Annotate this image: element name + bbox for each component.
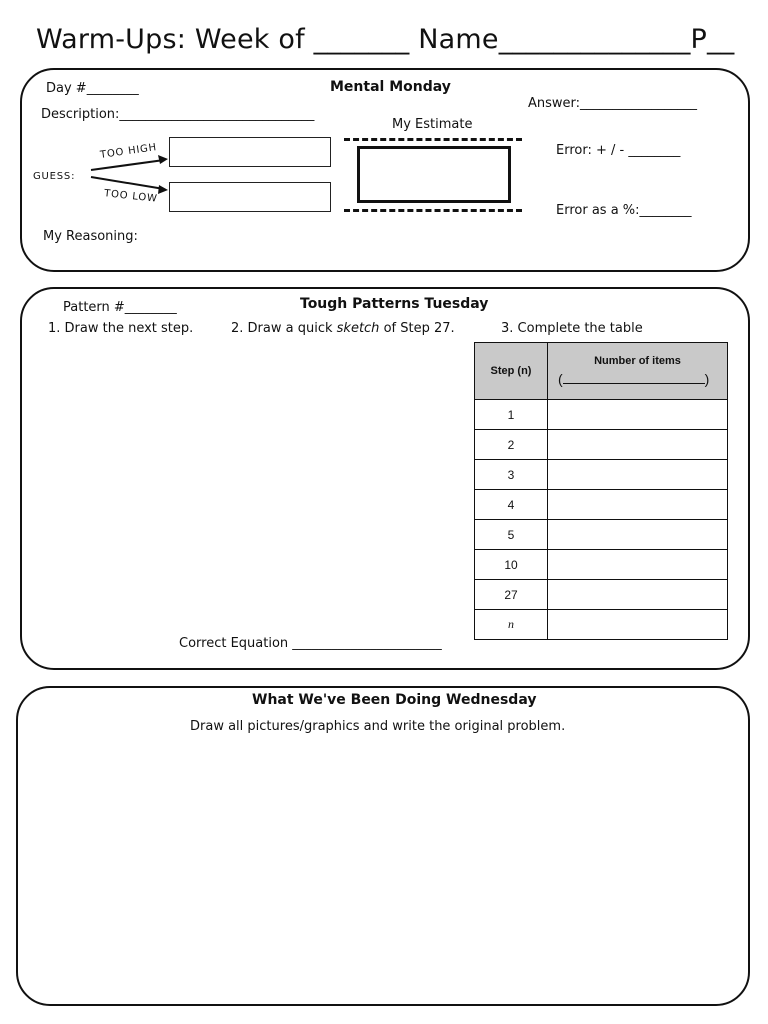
estimate-bottom-dashes bbox=[344, 209, 522, 212]
guess-arrows-icon bbox=[88, 150, 172, 200]
step1-instruction: 1. Draw the next step. bbox=[48, 321, 194, 336]
correct-equation-field: Correct Equation _______________________ bbox=[179, 636, 442, 651]
pattern-table bbox=[474, 342, 728, 640]
description-field: Description:______________________________ bbox=[41, 107, 315, 122]
table-header-step: Step (n) bbox=[475, 343, 548, 400]
wednesday-heading: What We've Been Doing Wednesday bbox=[252, 692, 537, 708]
step-cell: 2 bbox=[475, 430, 548, 460]
error-field: Error: + / - ________ bbox=[556, 143, 681, 158]
items-cell[interactable] bbox=[548, 430, 728, 460]
step-cell: 27 bbox=[475, 580, 548, 610]
too-high-label: TOO HIGH bbox=[99, 142, 158, 161]
items-cell[interactable] bbox=[548, 490, 728, 520]
step-cell: 4 bbox=[475, 490, 548, 520]
step-cell: 3 bbox=[475, 460, 548, 490]
table-row bbox=[475, 580, 728, 610]
reasoning-label: My Reasoning: bbox=[43, 229, 138, 244]
items-cell[interactable] bbox=[548, 550, 728, 580]
pattern-number-field: Pattern #________ bbox=[63, 300, 177, 315]
table-row bbox=[475, 430, 728, 460]
guess-label: GUESS: bbox=[33, 171, 76, 182]
wednesday-panel bbox=[16, 686, 750, 1006]
error-percent-field: Error as a %:________ bbox=[556, 203, 692, 218]
table-row bbox=[475, 400, 728, 430]
table-row bbox=[475, 520, 728, 550]
my-estimate-label: My Estimate bbox=[392, 117, 473, 132]
items-cell[interactable] bbox=[548, 610, 728, 640]
wednesday-instructions: Draw all pictures/graphics and write the original problem. bbox=[190, 719, 566, 734]
table-row bbox=[475, 610, 728, 640]
too-high-box[interactable] bbox=[169, 137, 331, 167]
step-cell: 5 bbox=[475, 520, 548, 550]
table-row bbox=[475, 550, 728, 580]
estimate-box[interactable] bbox=[357, 146, 511, 203]
mental-monday-heading: Mental Monday bbox=[330, 79, 451, 95]
items-cell[interactable] bbox=[548, 400, 728, 430]
day-number-field: Day #________ bbox=[46, 81, 139, 96]
items-cell[interactable] bbox=[548, 520, 728, 550]
step3-instruction: 3. Complete the table bbox=[501, 321, 643, 336]
answer-field: Answer:__________________ bbox=[528, 96, 698, 111]
items-cell[interactable] bbox=[548, 460, 728, 490]
tough-patterns-heading: Tough Patterns Tuesday bbox=[300, 296, 489, 312]
worksheet-title: Warm-Ups: Week of _______ Name______________P__ bbox=[36, 24, 735, 55]
table-row bbox=[475, 460, 728, 490]
step-cell: n bbox=[475, 610, 548, 640]
step-cell: 10 bbox=[475, 550, 548, 580]
step2-instruction: 2. Draw a quick sketch of Step 27. bbox=[231, 321, 455, 336]
table-header-items: Number of items ( ) bbox=[548, 343, 728, 400]
table-row bbox=[475, 490, 728, 520]
estimate-top-dashes bbox=[344, 138, 522, 141]
too-low-label: TOO LOW bbox=[103, 188, 159, 205]
too-low-box[interactable] bbox=[169, 182, 331, 212]
step-cell: 1 bbox=[475, 400, 548, 430]
items-cell[interactable] bbox=[548, 580, 728, 610]
